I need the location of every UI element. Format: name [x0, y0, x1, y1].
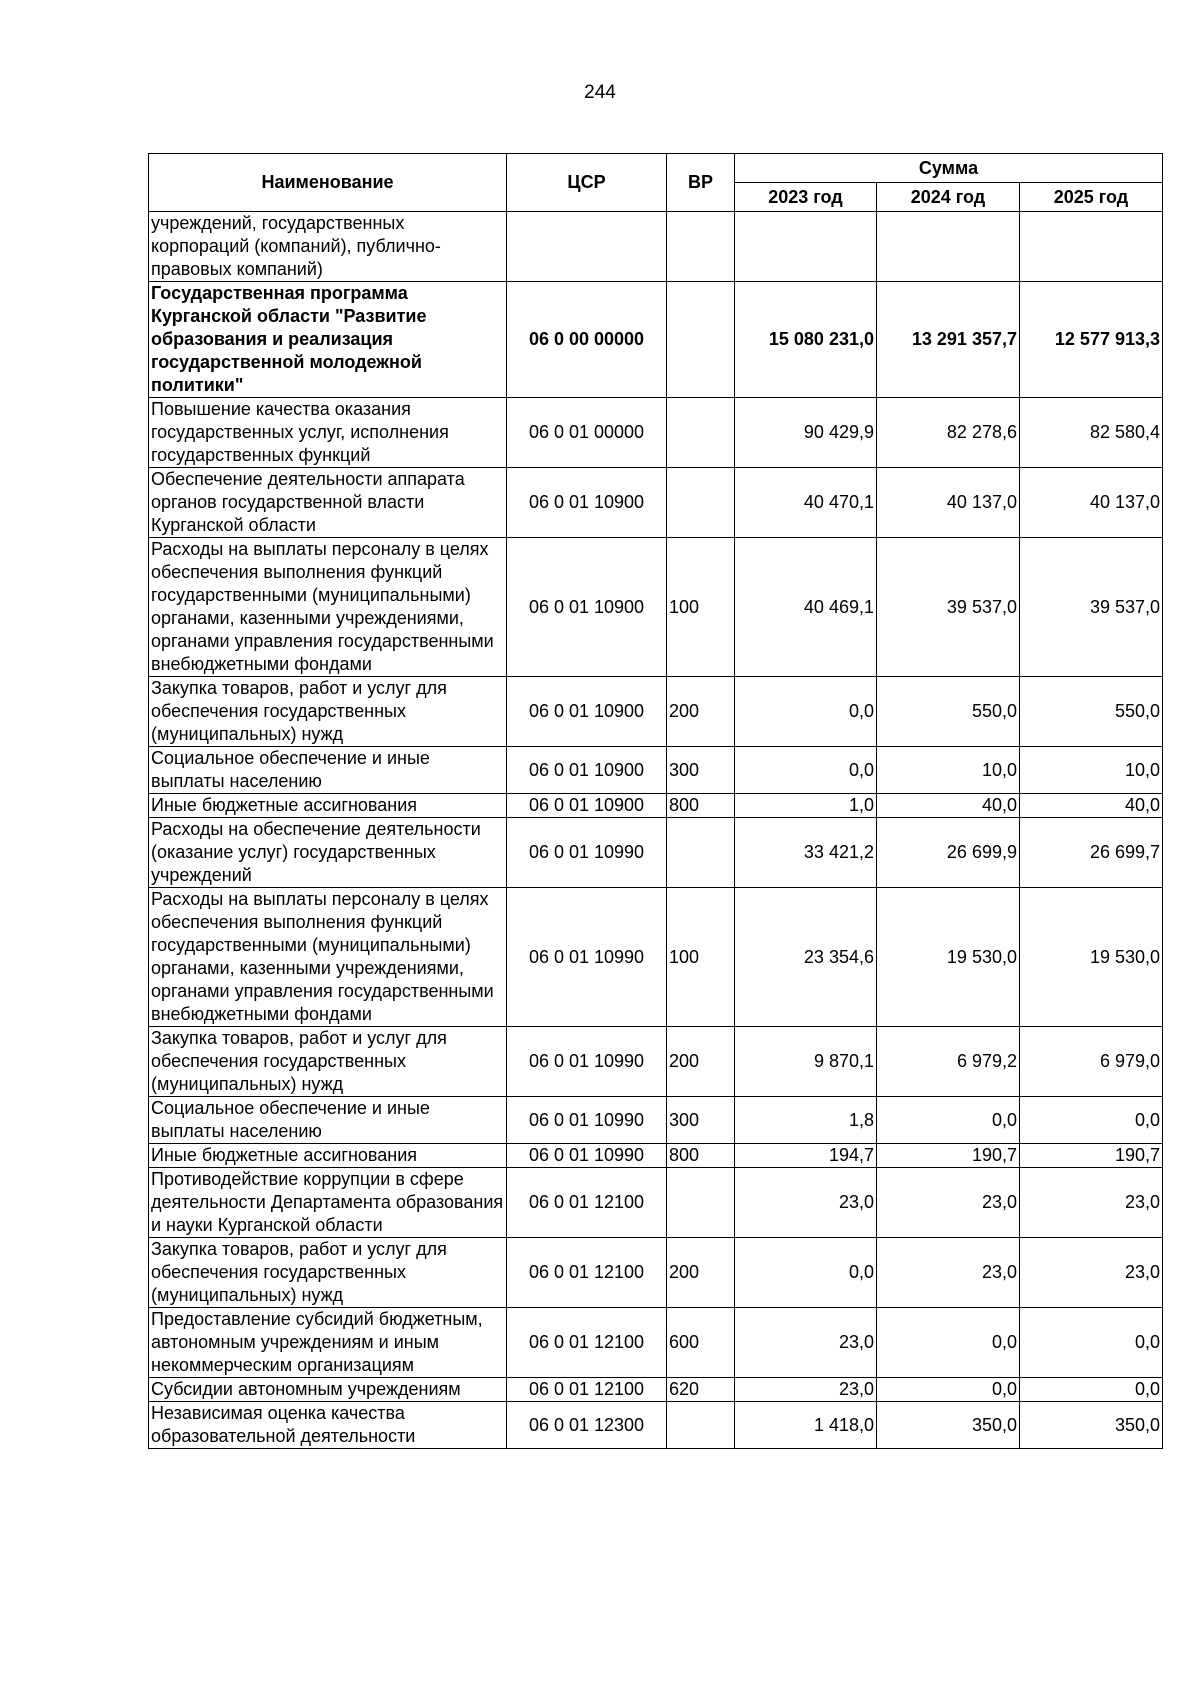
row-vr: 100	[667, 888, 735, 1027]
row-csr: 06 0 01 10900	[507, 468, 667, 538]
row-amount-2024: 26 699,9	[877, 818, 1020, 888]
row-amount-2023: 23,0	[735, 1378, 877, 1402]
row-amount-2025: 12 577 913,3	[1020, 282, 1163, 398]
row-amount-2025: 550,0	[1020, 677, 1163, 747]
row-amount-2025: 23,0	[1020, 1168, 1163, 1238]
row-name: Обеспечение деятельности аппарата органов государственной власти Курганской области	[149, 468, 507, 538]
row-amount-2023: 1 418,0	[735, 1402, 877, 1449]
row-amount-2024: 0,0	[877, 1378, 1020, 1402]
row-vr: 600	[667, 1308, 735, 1378]
row-csr: 06 0 01 12100	[507, 1168, 667, 1238]
table-row	[149, 1378, 1163, 1402]
row-name: Государственная программа Курганской области "Развитие образования и реализация государственной молодежной политики"	[149, 282, 507, 398]
row-name: Противодействие коррупции в сфере деятельности Департамента образования и науки Курганской области	[149, 1168, 507, 1238]
row-name: Социальное обеспечение и иные выплаты населению	[149, 1097, 507, 1144]
table-row	[149, 794, 1163, 818]
row-amount-2023: 1,0	[735, 794, 877, 818]
row-vr: 620	[667, 1378, 735, 1402]
row-amount-2023: 0,0	[735, 747, 877, 794]
table-row	[149, 1144, 1163, 1168]
row-csr: 06 0 01 10990	[507, 1027, 667, 1097]
row-csr: 06 0 01 10900	[507, 747, 667, 794]
row-amount-2023: 23,0	[735, 1168, 877, 1238]
row-name: Субсидии автономным учреждениям	[149, 1378, 507, 1402]
row-amount-2023: 0,0	[735, 1238, 877, 1308]
row-amount-2024: 23,0	[877, 1168, 1020, 1238]
row-amount-2025	[1020, 212, 1163, 282]
table-row	[149, 888, 1163, 1027]
row-amount-2025: 40,0	[1020, 794, 1163, 818]
table-body	[149, 212, 1163, 1449]
row-amount-2024: 13 291 357,7	[877, 282, 1020, 398]
row-csr: 06 0 01 10990	[507, 1097, 667, 1144]
row-vr	[667, 398, 735, 468]
row-amount-2024: 40,0	[877, 794, 1020, 818]
table-header	[149, 154, 1163, 212]
row-amount-2024: 82 278,6	[877, 398, 1020, 468]
budget-table	[148, 153, 1163, 1449]
row-csr	[507, 212, 667, 282]
row-amount-2025: 39 537,0	[1020, 538, 1163, 677]
table-row	[149, 818, 1163, 888]
row-amount-2024: 550,0	[877, 677, 1020, 747]
row-csr: 06 0 01 12100	[507, 1238, 667, 1308]
row-vr: 200	[667, 677, 735, 747]
row-name: учреждений, государственных корпораций (компаний), публично-правовых компаний)	[149, 212, 507, 282]
row-amount-2023: 33 421,2	[735, 818, 877, 888]
header-year-2023: 2023 год	[735, 183, 877, 212]
row-amount-2024: 39 537,0	[877, 538, 1020, 677]
table-row	[149, 677, 1163, 747]
row-vr	[667, 1402, 735, 1449]
row-csr: 06 0 01 10900	[507, 794, 667, 818]
row-amount-2023	[735, 212, 877, 282]
row-amount-2024: 19 530,0	[877, 888, 1020, 1027]
row-vr	[667, 468, 735, 538]
row-vr: 800	[667, 1144, 735, 1168]
row-name: Социальное обеспечение и иные выплаты населению	[149, 747, 507, 794]
row-amount-2023: 15 080 231,0	[735, 282, 877, 398]
table-row	[149, 1168, 1163, 1238]
row-amount-2023: 1,8	[735, 1097, 877, 1144]
row-csr: 06 0 01 10990	[507, 818, 667, 888]
row-name: Закупка товаров, работ и услуг для обеспечения государственных (муниципальных) нужд	[149, 1238, 507, 1308]
row-amount-2025: 10,0	[1020, 747, 1163, 794]
table-row	[149, 1308, 1163, 1378]
row-csr: 06 0 01 10900	[507, 677, 667, 747]
row-name: Закупка товаров, работ и услуг для обеспечения государственных (муниципальных) нужд	[149, 677, 507, 747]
row-vr: 800	[667, 794, 735, 818]
row-name: Повышение качества оказания государственных услуг, исполнения государственных функций	[149, 398, 507, 468]
row-amount-2025: 0,0	[1020, 1308, 1163, 1378]
row-amount-2025: 6 979,0	[1020, 1027, 1163, 1097]
row-vr: 300	[667, 747, 735, 794]
row-amount-2023: 23 354,6	[735, 888, 877, 1027]
row-csr: 06 0 01 12300	[507, 1402, 667, 1449]
row-amount-2024: 10,0	[877, 747, 1020, 794]
row-amount-2025: 26 699,7	[1020, 818, 1163, 888]
row-amount-2023: 40 469,1	[735, 538, 877, 677]
row-amount-2024: 190,7	[877, 1144, 1020, 1168]
table-row	[149, 538, 1163, 677]
table-row	[149, 212, 1163, 282]
row-name: Иные бюджетные ассигнования	[149, 794, 507, 818]
table-row	[149, 398, 1163, 468]
row-amount-2025: 190,7	[1020, 1144, 1163, 1168]
header-year-2025: 2025 год	[1020, 183, 1163, 212]
row-amount-2025: 19 530,0	[1020, 888, 1163, 1027]
row-amount-2023: 23,0	[735, 1308, 877, 1378]
row-amount-2023: 40 470,1	[735, 468, 877, 538]
header-year-2024: 2024 год	[877, 183, 1020, 212]
row-amount-2024: 23,0	[877, 1238, 1020, 1308]
row-csr: 06 0 01 10990	[507, 888, 667, 1027]
row-csr: 06 0 01 12100	[507, 1308, 667, 1378]
row-name: Независимая оценка качества образовательной деятельности	[149, 1402, 507, 1449]
row-vr	[667, 1168, 735, 1238]
header-name: Наименование	[149, 154, 507, 212]
row-csr: 06 0 01 12100	[507, 1378, 667, 1402]
row-name: Расходы на обеспечение деятельности (оказание услуг) государственных учреждений	[149, 818, 507, 888]
row-vr: 100	[667, 538, 735, 677]
row-vr	[667, 212, 735, 282]
table-row	[149, 282, 1163, 398]
row-vr	[667, 282, 735, 398]
header-vr: ВР	[667, 154, 735, 212]
row-amount-2023: 0,0	[735, 677, 877, 747]
row-name: Расходы на выплаты персоналу в целях обеспечения выполнения функций государственными (муниципальными) органами, казенными учреждениями, органами управления государственными внебюджетными фондами	[149, 888, 507, 1027]
table-row	[149, 747, 1163, 794]
row-amount-2024: 6 979,2	[877, 1027, 1020, 1097]
row-amount-2024	[877, 212, 1020, 282]
row-name: Закупка товаров, работ и услуг для обеспечения государственных (муниципальных) нужд	[149, 1027, 507, 1097]
row-amount-2025: 0,0	[1020, 1378, 1163, 1402]
row-vr: 300	[667, 1097, 735, 1144]
row-vr: 200	[667, 1238, 735, 1308]
header-csr: ЦСР	[507, 154, 667, 212]
row-amount-2024: 0,0	[877, 1097, 1020, 1144]
row-amount-2024: 40 137,0	[877, 468, 1020, 538]
row-amount-2025: 0,0	[1020, 1097, 1163, 1144]
row-amount-2025: 40 137,0	[1020, 468, 1163, 538]
row-amount-2025: 82 580,4	[1020, 398, 1163, 468]
row-csr: 06 0 00 00000	[507, 282, 667, 398]
page-number: 244	[584, 82, 616, 103]
row-amount-2025: 23,0	[1020, 1238, 1163, 1308]
table-row	[149, 468, 1163, 538]
row-amount-2025: 350,0	[1020, 1402, 1163, 1449]
row-vr	[667, 818, 735, 888]
table-row	[149, 1238, 1163, 1308]
row-name: Предоставление субсидий бюджетным, автономным учреждениям и иным некоммерческим организациям	[149, 1308, 507, 1378]
row-vr: 200	[667, 1027, 735, 1097]
row-csr: 06 0 01 10900	[507, 538, 667, 677]
row-amount-2024: 0,0	[877, 1308, 1020, 1378]
row-name: Расходы на выплаты персоналу в целях обеспечения выполнения функций государственными (муниципальными) органами, казенными учреждениями, органами управления государственными внебюджетными фондами	[149, 538, 507, 677]
row-name: Иные бюджетные ассигнования	[149, 1144, 507, 1168]
header-sum: Сумма	[735, 154, 1163, 183]
row-csr: 06 0 01 00000	[507, 398, 667, 468]
row-amount-2023: 90 429,9	[735, 398, 877, 468]
table-row	[149, 1027, 1163, 1097]
row-amount-2023: 9 870,1	[735, 1027, 877, 1097]
row-amount-2024: 350,0	[877, 1402, 1020, 1449]
row-amount-2023: 194,7	[735, 1144, 877, 1168]
row-csr: 06 0 01 10990	[507, 1144, 667, 1168]
table-row	[149, 1402, 1163, 1449]
table-row	[149, 1097, 1163, 1144]
